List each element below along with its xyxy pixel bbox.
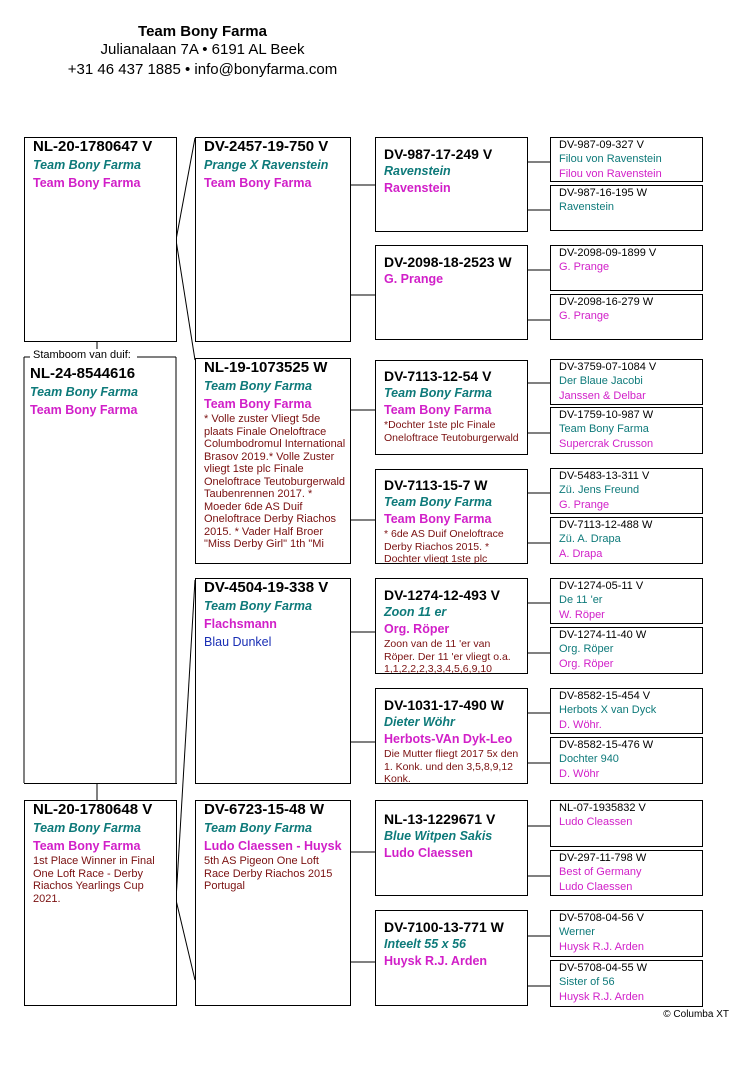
ring-number: DV-1759-10-987 W <box>559 409 654 421</box>
pigeon-name: Der Blaue Jacobi <box>559 375 643 387</box>
pigeon-name: Dieter Wöhr <box>384 715 455 729</box>
notes: * 6de AS Duif Oneloftrace Derby Riachos 2015. * Dochter vliegt 1ste plc <box>384 528 504 564</box>
owner: Ludo Cleassen <box>559 816 633 828</box>
gen4-card-7[interactable] <box>550 468 703 514</box>
gen4-card-14[interactable] <box>550 850 703 896</box>
owner: Supercrak Crusson <box>559 438 654 450</box>
owner: Org. Röper <box>559 658 614 670</box>
owner: Team Bony Farma <box>33 839 141 853</box>
owner: Team Bony Farma <box>33 176 141 190</box>
sire-sire-card[interactable] <box>195 137 351 342</box>
pigeon-name: Werner <box>559 926 595 938</box>
pigeon-name: Sister of 56 <box>559 976 615 988</box>
mother-card[interactable] <box>24 800 177 1006</box>
owner: Ludo Claessen <box>384 846 473 860</box>
gen3-card-2[interactable] <box>375 245 528 340</box>
gen4-card-13[interactable] <box>550 800 703 847</box>
ring-number: DV-8582-15-476 W <box>559 739 654 751</box>
ring-number: DV-3759-07-1084 V <box>559 361 657 373</box>
notes: 1st Place Winner in Final One Loft Race - Derby Riachos Yearlings Cup 2021. <box>33 855 155 905</box>
ring-number: DV-987-09-327 V <box>559 139 644 151</box>
pigeon-name: Zü. A. Drapa <box>559 533 621 545</box>
pigeon-name: Team Bony Farma <box>384 386 492 400</box>
ring-number: DV-5708-04-56 V <box>559 912 644 924</box>
gen3-card-3[interactable] <box>375 360 528 455</box>
gen3-card-8[interactable] <box>375 910 528 1006</box>
pigeon-name: Ravenstein <box>384 164 451 178</box>
father-card[interactable] <box>24 137 177 342</box>
owner: D. Wöhr. <box>559 719 602 731</box>
pigeon-name: Zoon 11 er <box>384 605 447 619</box>
owner: Huysk R.J. Arden <box>559 941 644 953</box>
gen4-card-11[interactable] <box>550 688 703 734</box>
dam-sire-card[interactable] <box>195 578 351 784</box>
pigeon-name: Team Bony Farma <box>559 423 649 435</box>
owner: W. Röper <box>559 609 605 621</box>
pigeon-name: Best of Germany <box>559 866 642 878</box>
owner: Team Bony Farma <box>384 403 492 417</box>
owner: Team Bony Farma <box>30 403 138 417</box>
ring-number: DV-297-11-798 W <box>559 852 647 864</box>
owner: Flachsmann <box>204 617 277 631</box>
pigeon-name: Prange X Ravenstein <box>204 158 329 172</box>
owner: Ludo Claessen <box>559 881 633 893</box>
owner: G. Prange <box>559 499 610 511</box>
pigeon-name: Inteelt 55 x 56 <box>384 937 466 951</box>
ring-number: DV-2098-09-1899 V <box>559 247 657 259</box>
gen3-card-6[interactable] <box>375 688 528 784</box>
pigeon-name: Dochter 940 <box>559 753 619 765</box>
notes: * Volle zuster Vliegt 5de plaats Finale Oneloftrace Columbodromul International Brasov 2019.* Volle Zuster vliegt 1ste plc Finale Oneloftrace Teutoburgerwald Taubenrennen 2017. * Moeder 6de AS Duif Oneloftrace Derby Riachos 2015. * Vader Half Broer "Miss Derby Girl" 1th "Mi <box>204 413 346 550</box>
gen4-card-15[interactable] <box>550 910 703 957</box>
owner: Team Bony Farma <box>384 512 492 526</box>
ring-number: DV-5483-13-311 V <box>559 470 650 482</box>
pigeon-name: Team Bony Farma <box>204 379 312 393</box>
pigeon-name: Org. Röper <box>559 643 614 655</box>
ring-number: NL-20-1780647 V <box>33 138 153 155</box>
owner: Ravenstein <box>384 181 451 195</box>
pigeon-name: Team Bony Farma <box>30 385 138 399</box>
gen4-card-16[interactable] <box>550 960 703 1007</box>
owner: Org. Röper <box>384 622 450 636</box>
pigeon-name: Team Bony Farma <box>204 599 312 613</box>
pigeon-name: Team Bony Farma <box>33 821 141 835</box>
notes: 5th AS Pigeon One Loft Race Derby Riachos 2015 Portugal <box>204 855 333 892</box>
gen3-card-5[interactable] <box>375 578 528 674</box>
owner: D. Wöhr <box>559 768 600 780</box>
ring-number: NL-20-1780648 V <box>33 801 153 818</box>
color: Blau Dunkel <box>204 635 272 649</box>
breeder-address: Julianalaan 7A • 6191 AL Beek <box>100 41 305 58</box>
pigeon-name: Team Bony Farma <box>204 821 312 835</box>
owner: Herbots-VAn Dyk-Leo <box>384 732 513 746</box>
ring-number: NL-13-1229671 V <box>384 811 496 827</box>
ring-number: NL-24-8544616 <box>30 365 136 382</box>
owner: Team Bony Farma <box>204 397 312 411</box>
pigeon-name: Zü. Jens Freund <box>559 484 640 496</box>
ring-number: DV-4504-19-338 V <box>204 579 329 596</box>
owner: G. Prange <box>559 310 610 322</box>
gen4-card-4[interactable] <box>550 294 703 340</box>
ring-number: DV-987-16-195 W <box>559 187 648 199</box>
owner: G. Prange <box>559 261 610 273</box>
ring-number: NL-19-1073525 W <box>204 359 328 376</box>
gen4-card-3[interactable] <box>550 245 703 291</box>
ring-number: DV-2457-19-750 V <box>204 138 329 155</box>
pigeon-name: Ravenstein <box>559 201 615 213</box>
owner: G. Prange <box>384 272 444 286</box>
copyright: © Columba XT <box>663 1009 729 1020</box>
pigeon-name: Filou von Ravenstein <box>559 153 662 165</box>
dam-dam-card[interactable] <box>195 800 351 1006</box>
ring-number: DV-1274-12-493 V <box>384 587 500 603</box>
ring-number: DV-5708-04-55 W <box>559 962 648 974</box>
owner: Team Bony Farma <box>204 176 312 190</box>
pigeon-name: Team Bony Farma <box>384 495 492 509</box>
ring-number: DV-7113-12-54 V <box>384 368 492 384</box>
notes: *Dochter 1ste plc Finale Oneloftrace Teutoburgerwald <box>384 419 519 444</box>
gen4-card-9[interactable] <box>550 578 703 624</box>
ring-number: DV-8582-15-454 V <box>559 690 651 702</box>
breeder-contact: +31 46 437 1885 • info@bonyfarma.com <box>67 61 338 78</box>
gen4-card-5[interactable] <box>550 359 703 405</box>
ring-number: DV-1031-17-490 W <box>384 697 504 713</box>
notes: Die Mutter fliegt 2017 5x den 1. Konk. und den 3,5,8,9,12 Konk. <box>384 748 519 784</box>
ring-number: DV-1274-05-11 V <box>559 580 644 592</box>
owner: Filou von Ravenstein <box>559 168 662 180</box>
ring-number: DV-2098-18-2523 W <box>384 254 512 270</box>
owner: Huysk R.J. Arden <box>559 991 644 1003</box>
pigeon-name: De 11 'er <box>559 594 603 606</box>
owner: A. Drapa <box>559 548 603 560</box>
gen4-card-8[interactable] <box>550 517 703 564</box>
ring-number: NL-07-1935832 V <box>559 802 646 814</box>
ring-number: DV-7113-12-488 W <box>559 519 653 531</box>
pigeon-name: Blue Witpen Sakis <box>384 829 493 843</box>
owner: Ludo Claessen - Huysk <box>204 839 342 853</box>
subject-card[interactable] <box>30 365 170 419</box>
pigeon-name: Team Bony Farma <box>33 158 141 172</box>
gen4-card-6[interactable] <box>550 407 703 454</box>
pedigree-legend: Stamboom van duif: <box>30 349 134 361</box>
gen4-card-12[interactable] <box>550 737 703 784</box>
pigeon-name: Herbots X van Dyck <box>559 704 657 716</box>
gen4-card-1[interactable] <box>550 137 703 182</box>
gen4-card-10[interactable] <box>550 627 703 674</box>
ring-number: DV-2098-16-279 W <box>559 296 654 308</box>
ring-number: DV-987-17-249 V <box>384 146 493 162</box>
ring-number: DV-6723-15-48 W <box>204 801 325 818</box>
ring-number: DV-7113-15-7 W <box>384 477 488 493</box>
notes: Zoon van de 11 'er van Röper. Der 11 'er vliegt o.a. 1,1,2,2,2,3,3,4,5,6,9,10 <box>384 638 511 674</box>
gen3-card-7[interactable] <box>375 800 528 896</box>
owner: Janssen & Delbar <box>559 390 646 402</box>
breeder-name: Team Bony Farma <box>138 23 267 40</box>
ring-number: DV-7100-13-771 W <box>384 919 504 935</box>
gen3-card-4[interactable] <box>375 469 528 564</box>
ring-number: DV-1274-11-40 W <box>559 629 647 641</box>
gen3-card-1[interactable] <box>375 137 528 232</box>
sire-dam-card[interactable] <box>195 358 351 564</box>
owner: Huysk R.J. Arden <box>384 954 488 968</box>
gen4-card-2[interactable] <box>550 185 703 231</box>
subject-bottom-line <box>24 783 177 784</box>
